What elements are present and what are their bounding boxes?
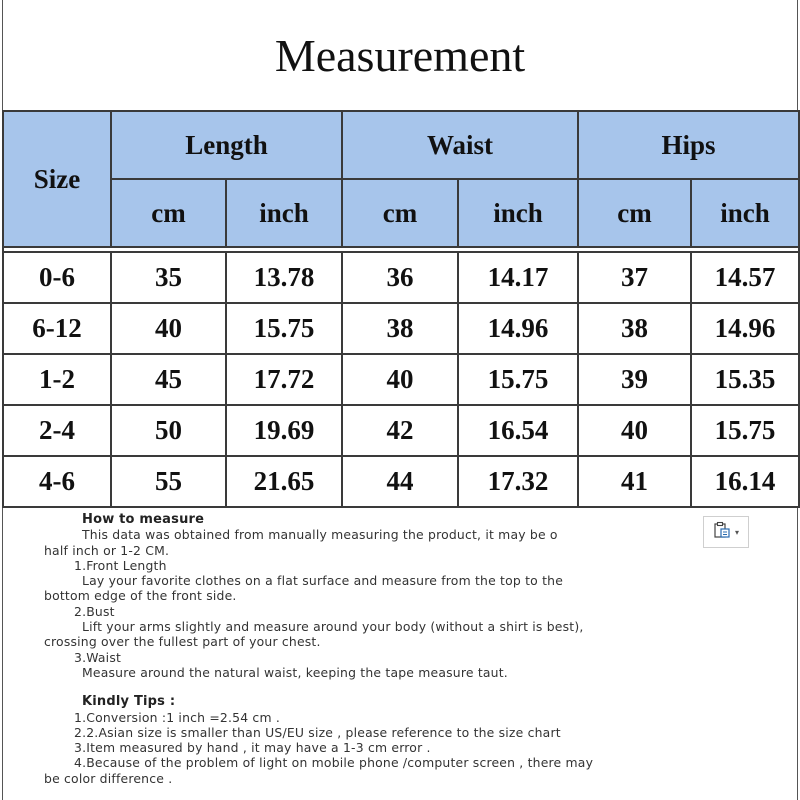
- table-cell: 45: [111, 354, 226, 405]
- table-row: [3, 354, 799, 405]
- table-cell: 15.75: [458, 354, 578, 405]
- table-cell: 1-2: [3, 354, 111, 405]
- how-to-measure-heading: How to measure: [82, 512, 205, 527]
- section-spacer: [44, 680, 764, 694]
- size-header: Size: [3, 111, 111, 247]
- table-cell: 14.96: [691, 303, 799, 354]
- hips-header: Hips: [578, 111, 799, 179]
- table-cell: 15.75: [226, 303, 342, 354]
- chevron-down-icon: ▾: [734, 527, 739, 537]
- table-cell: 37: [578, 252, 691, 303]
- table-cell: 38: [342, 303, 458, 354]
- instruction-text: Measure around the natural waist, keeping the tape measure taut.: [82, 664, 508, 680]
- paste-options-button[interactable]: [703, 516, 749, 548]
- tip-text: 2.2.Asian size is smaller than US/EU size , please reference to the size chart: [74, 724, 561, 740]
- table-cell: 15.35: [691, 354, 799, 405]
- instruction-subtitle: 2.Bust: [74, 603, 115, 619]
- table-cell: 39: [578, 354, 691, 405]
- measure-instructions: [44, 512, 764, 786]
- tip-text: 1.Conversion :1 inch =2.54 cm .: [74, 709, 280, 725]
- table-cell: 40: [342, 354, 458, 405]
- table-cell: 50: [111, 405, 226, 456]
- table-cell: 13.78: [226, 252, 342, 303]
- table-cell: 17.32: [458, 456, 578, 507]
- table-cell: 40: [578, 405, 691, 456]
- tip-text: be color difference .: [44, 770, 173, 786]
- table-cell: 35: [111, 252, 226, 303]
- table-cell: 14.96: [458, 303, 578, 354]
- instruction-text: Lift your arms slightly and measure around your body (without a shirt is best),: [82, 619, 584, 635]
- instruction-text: This data was obtained from manually measuring the product, it may be o: [82, 527, 558, 543]
- size-chart-table: [2, 110, 800, 508]
- unit-header: cm: [578, 179, 691, 247]
- table-cell: 16.54: [458, 405, 578, 456]
- table-row: [3, 303, 799, 354]
- table-cell: 14.57: [691, 252, 799, 303]
- table-cell: 36: [342, 252, 458, 303]
- length-header: Length: [111, 111, 342, 179]
- instruction-text: Lay your favorite clothes on a flat surface and measure from the top to the: [82, 573, 564, 589]
- table-row: [3, 456, 799, 507]
- unit-header: cm: [111, 179, 226, 247]
- unit-header: cm: [342, 179, 458, 247]
- unit-header: inch: [226, 179, 342, 247]
- table-cell: 21.65: [226, 456, 342, 507]
- table-cell: 2-4: [3, 405, 111, 456]
- table-cell: 14.17: [458, 252, 578, 303]
- instruction-text: half inch or 1-2 CM.: [44, 542, 170, 558]
- table-cell: 42: [342, 405, 458, 456]
- kindly-tips-heading: Kindly Tips :: [82, 694, 176, 710]
- tip-text: 3.Item measured by hand , it may have a 1-3 cm error .: [74, 740, 431, 756]
- table-cell: 38: [578, 303, 691, 354]
- instruction-subtitle: 3.Waist: [74, 649, 122, 665]
- table-row: [3, 405, 799, 456]
- table-cell: 40: [111, 303, 226, 354]
- instruction-subtitle: 1.Front Length: [74, 557, 167, 573]
- table-row: [3, 252, 799, 303]
- table-cell: 0-6: [3, 252, 111, 303]
- instruction-text: crossing over the fullest part of your chest.: [44, 634, 321, 650]
- unit-header: inch: [691, 179, 799, 247]
- page-title: Measurement: [274, 29, 526, 81]
- instruction-text: bottom edge of the front side.: [44, 588, 237, 604]
- table-cell: 44: [342, 456, 458, 507]
- table-cell: 19.69: [226, 405, 342, 456]
- waist-header: Waist: [342, 111, 578, 179]
- table-cell: 41: [578, 456, 691, 507]
- tip-text: 4.Because of the problem of light on mobile phone /computer screen , there may: [74, 755, 594, 771]
- table-cell: 55: [111, 456, 226, 507]
- table-cell: 4-6: [3, 456, 111, 507]
- table-cell: 16.14: [691, 456, 799, 507]
- table-cell: 15.75: [691, 405, 799, 456]
- table-cell: 17.72: [226, 354, 342, 405]
- table-cell: 6-12: [3, 303, 111, 354]
- unit-header: inch: [458, 179, 578, 247]
- clipboard-icon: [713, 521, 731, 543]
